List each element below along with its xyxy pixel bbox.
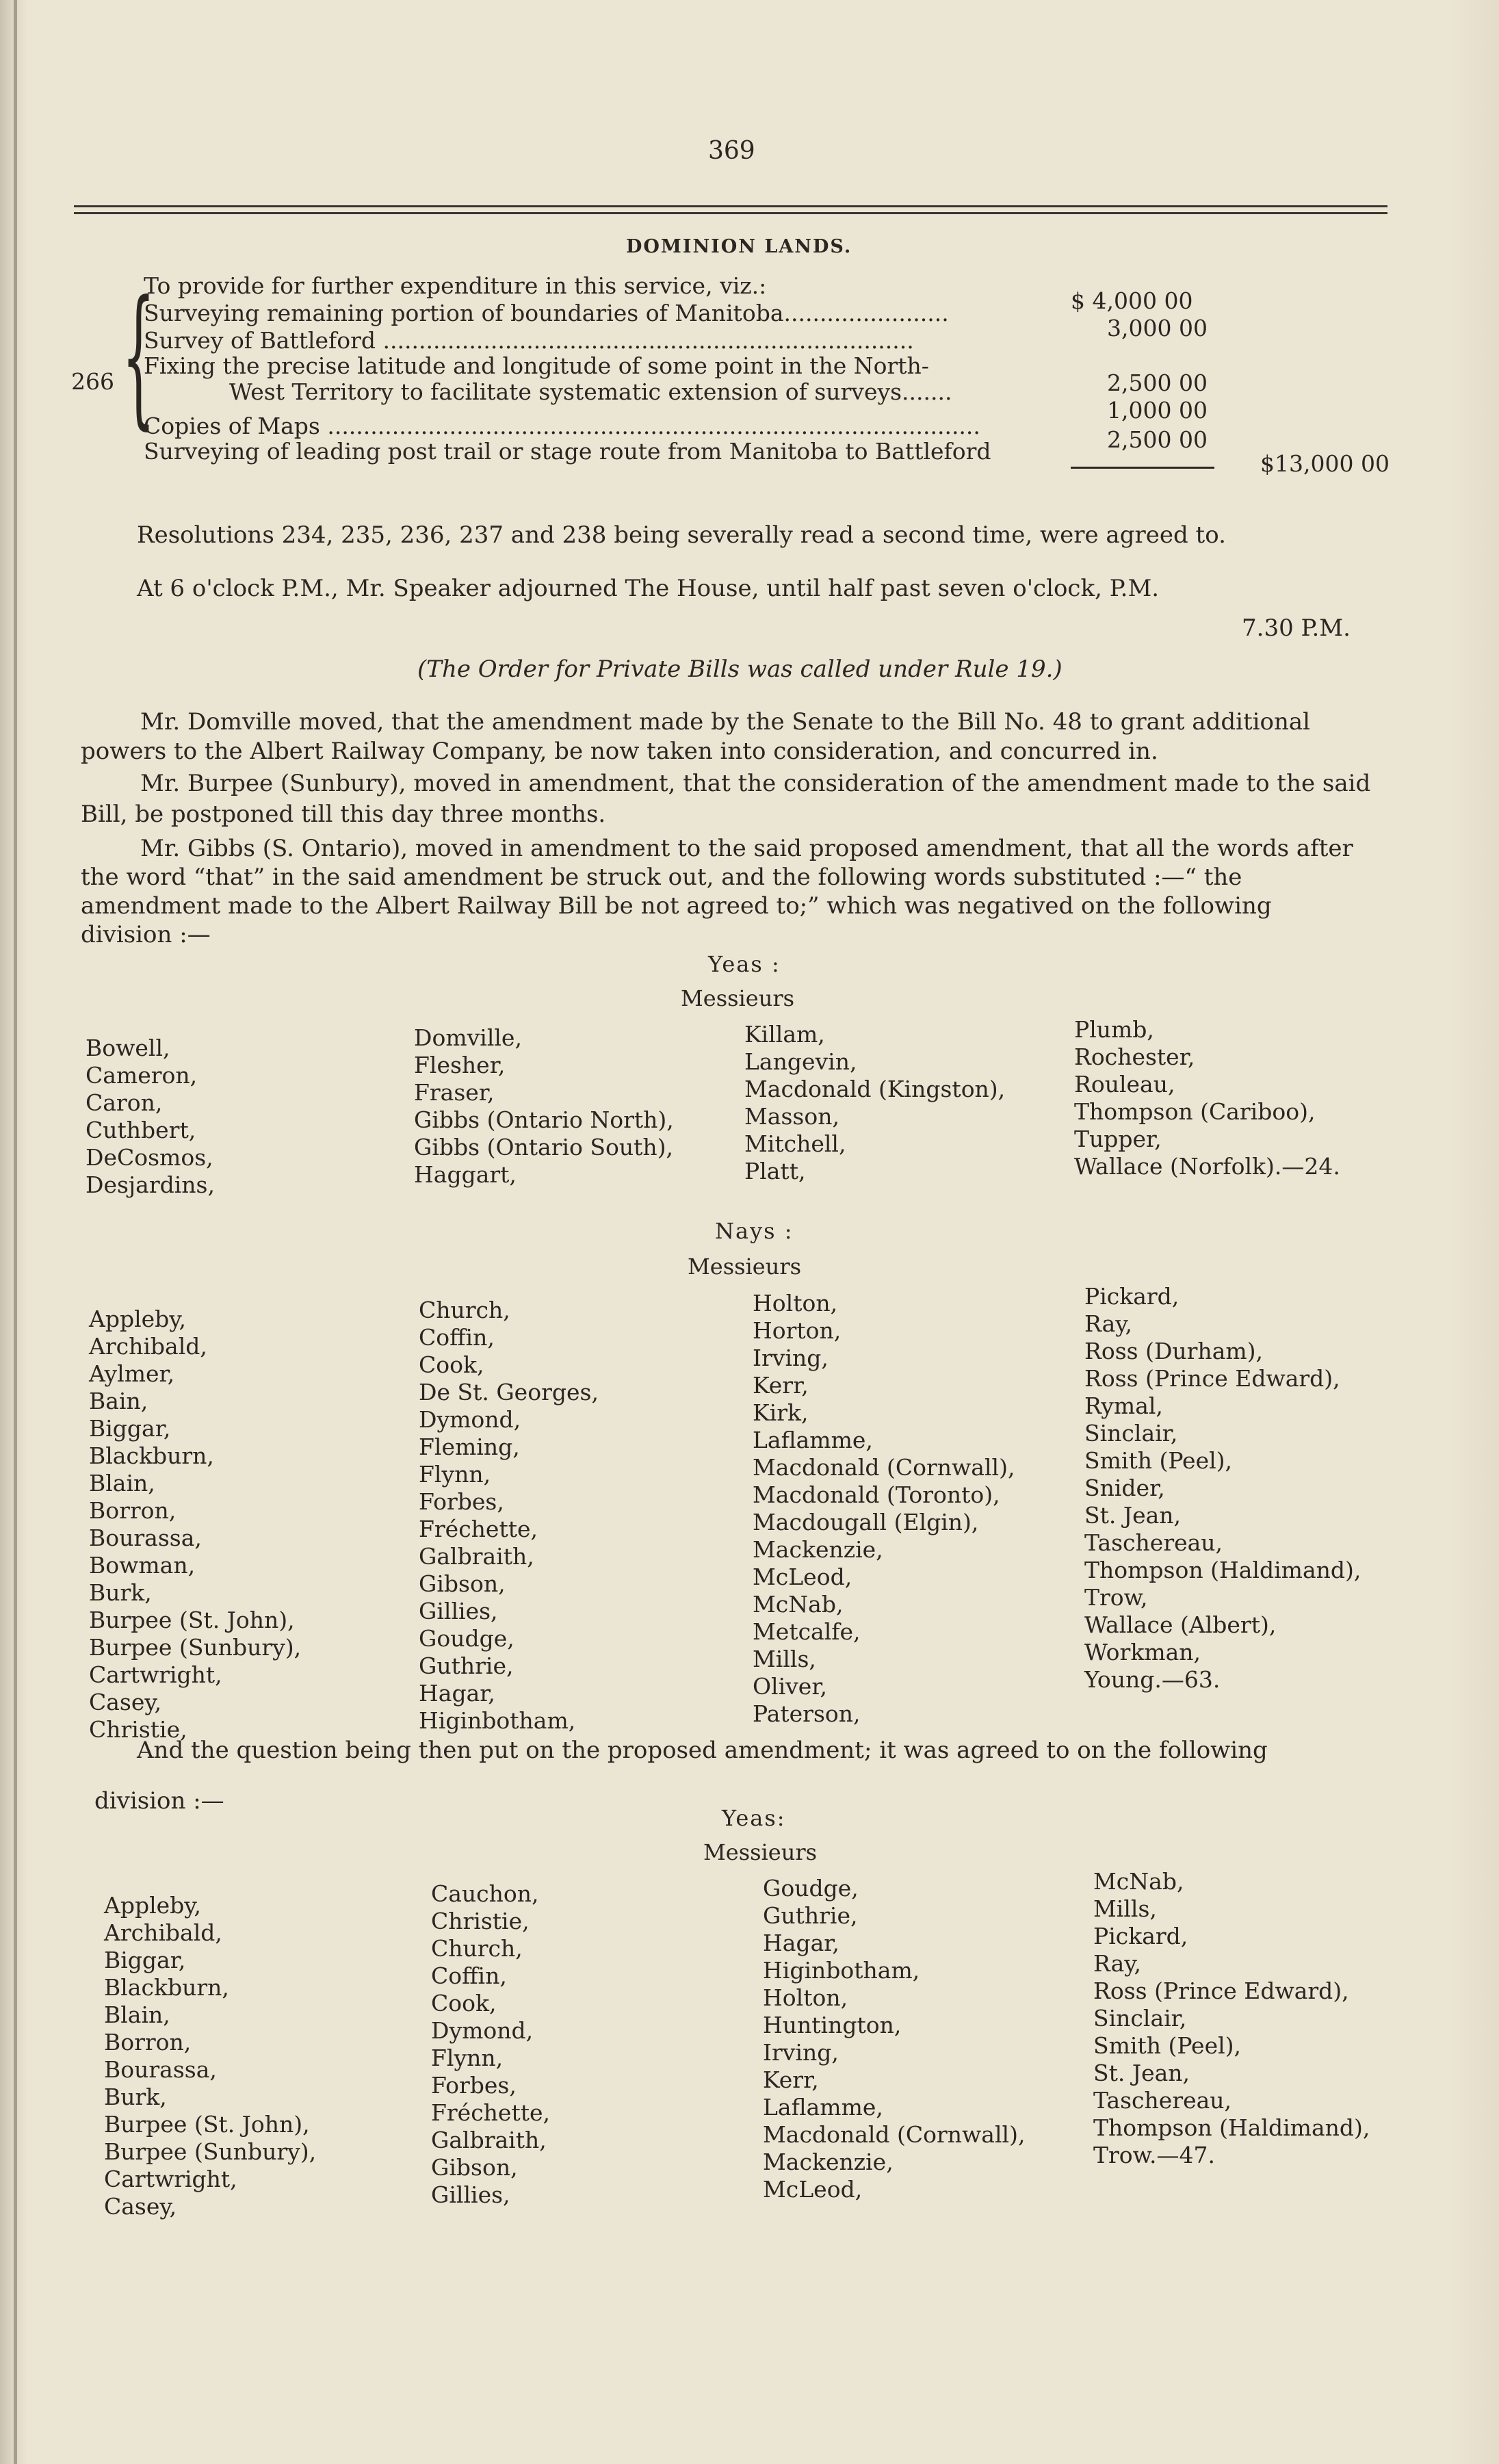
member-name: Hagar, — [763, 1930, 839, 1956]
member-name: Langevin, — [744, 1048, 857, 1075]
gibbs-line: the word “that” in the said amendment be struck out, and the following words substituted :—“ the — [81, 864, 1242, 891]
yeas-column-3 — [744, 1021, 1005, 1185]
domville-line: powers to the Albert Railway Company, be now taken into consideration, and concurred in. — [81, 738, 1158, 765]
member-name: Bowman, — [89, 1552, 196, 1579]
member-name: Sinclair, — [1084, 1420, 1178, 1447]
member-name: Goudge, — [763, 1875, 859, 1902]
member-name: Mackenzie, — [753, 1536, 883, 1563]
member-name: Haggart, — [414, 1161, 517, 1188]
sum-rule — [1071, 467, 1214, 469]
order-note: (The Order for Private Bills was called under Rule 19.) — [417, 656, 1063, 683]
member-name: Trow.—47. — [1093, 2142, 1215, 2168]
member-name: Appleby, — [89, 1306, 187, 1332]
member-name: Smith (Peel), — [1084, 1447, 1233, 1474]
section-heading: DOMINION LANDS. — [626, 236, 852, 257]
member-name: Galbraith, — [431, 2127, 547, 2153]
member-name: Mills, — [753, 1646, 816, 1672]
member-name: Burk, — [104, 2084, 167, 2110]
member-name: Smith (Peel), — [1093, 2032, 1242, 2059]
question-line: division :— — [94, 1787, 224, 1815]
member-name: Mackenzie, — [763, 2149, 894, 2175]
member-name: Paterson, — [753, 1700, 861, 1727]
total-amount: $13,000 00 — [1260, 450, 1390, 477]
item-amount: 2,500 00 — [1107, 426, 1208, 453]
member-name: Wallace (Albert), — [1084, 1611, 1277, 1638]
member-name: Ross (Durham), — [1084, 1338, 1264, 1364]
adjourned-paragraph: At 6 o'clock P.M., Mr. Speaker adjourned The House, until half past seven o'clock, P.M. — [137, 575, 1160, 602]
member-name: Thompson (Haldimand), — [1084, 1557, 1361, 1583]
messieurs-label: Messieurs — [681, 985, 795, 1011]
member-name: Pickard, — [1084, 1283, 1179, 1310]
member-name: Thompson (Haldimand), — [1093, 2114, 1370, 2141]
gibbs-line: Mr. Gibbs (S. Ontario), moved in amendment to the said proposed amendment, that all the words after — [140, 835, 1353, 862]
item-amount: 3,000 00 — [1107, 315, 1208, 341]
brace-glyph: { — [122, 268, 155, 443]
page-number: 369 — [708, 137, 755, 165]
member-name: Flynn, — [431, 2045, 504, 2071]
member-name: Domville, — [414, 1024, 522, 1051]
member-name: Desjardins, — [86, 1171, 215, 1198]
member-name: Mills, — [1093, 1895, 1157, 1922]
member-name: Gibson, — [419, 1570, 506, 1597]
burpee-line: Bill, be postponed till this day three months. — [81, 801, 606, 828]
member-name: Taschereau, — [1093, 2087, 1232, 2114]
item-text: Fixing the precise latitude and longitude of some point in the North- — [144, 352, 929, 379]
nays-column-1 — [89, 1306, 301, 1743]
yeas-column-2 — [414, 1024, 674, 1189]
member-name: Caron, — [86, 1089, 163, 1116]
member-name: Higinbotham, — [419, 1707, 576, 1734]
member-name: Wallace (Norfolk).—24. — [1074, 1153, 1340, 1180]
member-name: Biggar, — [89, 1415, 171, 1442]
member-name: Taschereau, — [1084, 1529, 1223, 1556]
member-name: St. Jean, — [1093, 2060, 1190, 2086]
messieurs-label: Messieurs — [688, 1254, 802, 1280]
member-name: Sinclair, — [1093, 2005, 1187, 2032]
member-name: Burpee (St. John), — [89, 1607, 295, 1633]
member-name: Appleby, — [104, 1892, 202, 1919]
evening-time: 7.30 P.M. — [1242, 614, 1351, 642]
member-name: Thompson (Cariboo), — [1074, 1098, 1316, 1125]
member-name: Pickard, — [1093, 1923, 1188, 1949]
member-name: Cartwright, — [104, 2166, 237, 2192]
item-text: Surveying of leading post trail or stage route from Manitoba to Battleford — [144, 438, 991, 465]
member-name: Ross (Prince Edward), — [1093, 1977, 1349, 2004]
member-name: Kirk, — [753, 1399, 809, 1426]
member-name: Fleming, — [419, 1434, 520, 1460]
member-name: Blackburn, — [104, 1974, 229, 2001]
member-name: Forbes, — [431, 2072, 517, 2099]
member-name: St. Jean, — [1084, 1502, 1182, 1529]
member-name: Fraser, — [414, 1079, 495, 1106]
member-name: Rouleau, — [1074, 1071, 1175, 1098]
member-name: Bowell, — [86, 1035, 170, 1061]
member-name: Christie, — [431, 1908, 530, 1934]
member-name: Trow, — [1084, 1584, 1148, 1611]
member-name: Biggar, — [104, 1947, 186, 1973]
member-name: Blain, — [104, 2001, 170, 2028]
member-name: Cauchon, — [431, 1880, 539, 1907]
member-name: Church, — [419, 1297, 510, 1323]
member-name: Gibson, — [431, 2154, 518, 2181]
member-name: Christie, — [89, 1716, 187, 1743]
member-name: Cameron, — [86, 1062, 198, 1089]
member-name: Borron, — [89, 1497, 177, 1524]
yeas-column-1 — [86, 1035, 215, 1199]
member-name: Dymond, — [431, 2017, 534, 2044]
member-name: Irving, — [753, 1345, 829, 1371]
member-name: Irving, — [763, 2039, 839, 2066]
gibbs-line: amendment made to the Albert Railway Bill be not agreed to;” which was negatived on the following — [81, 892, 1272, 920]
item-text: Surveying remaining portion of boundaries of Manitoba....................... — [144, 300, 949, 326]
member-name: Bain, — [89, 1388, 148, 1414]
member-name: Macdonald (Toronto), — [753, 1481, 1000, 1508]
member-name: Gibbs (Ontario South), — [414, 1134, 674, 1160]
member-name: Ray, — [1093, 1950, 1142, 1977]
member-name: Rymal, — [1084, 1392, 1163, 1419]
member-name: McLeod, — [763, 2176, 863, 2203]
member-name: Hagar, — [419, 1680, 495, 1707]
member-name: Rochester, — [1074, 1043, 1195, 1070]
member-name: Galbraith, — [419, 1543, 534, 1570]
member-name: Masson, — [744, 1103, 839, 1130]
member-name: Burk, — [89, 1579, 152, 1606]
member-name: Oliver, — [753, 1673, 827, 1700]
yeas2-column-2 — [431, 1880, 550, 2209]
member-name: Blackburn, — [89, 1442, 214, 1469]
yeas-label: Yeas : — [708, 951, 781, 977]
member-name: Kerr, — [753, 1372, 809, 1399]
member-name: McNab, — [753, 1591, 844, 1618]
member-name: Workman, — [1084, 1639, 1201, 1665]
member-name: McNab, — [1093, 1868, 1184, 1895]
resolution-number: 266 — [71, 368, 114, 395]
member-name: Cuthbert, — [86, 1117, 196, 1143]
member-name: Metcalfe, — [753, 1618, 861, 1645]
member-name: Church, — [431, 1935, 523, 1962]
member-name: Fréchette, — [431, 2099, 551, 2126]
nays-column-4 — [1084, 1283, 1361, 1694]
nays-label: Nays : — [715, 1218, 794, 1244]
burpee-line: Mr. Burpee (Sunbury), moved in amendment, that the consideration of the amendment made to the said — [140, 770, 1371, 797]
member-name: Casey, — [104, 2193, 177, 2220]
member-name: Ross (Prince Edward), — [1084, 1365, 1340, 1392]
member-name: DeCosmos, — [86, 1144, 213, 1171]
member-name: Forbes, — [419, 1488, 504, 1515]
member-name: Horton, — [753, 1317, 842, 1344]
member-name: Burpee (Sunbury), — [104, 2138, 317, 2165]
resolutions-paragraph: Resolutions 234, 235, 236, 237 and 238 being severally read a second time, were agreed to. — [137, 521, 1226, 549]
member-name: McLeod, — [753, 1564, 852, 1590]
member-name: Holton, — [753, 1290, 838, 1317]
member-name: Coffin, — [419, 1324, 495, 1351]
member-name: Casey, — [89, 1689, 162, 1715]
member-name: Archibald, — [89, 1333, 207, 1360]
member-name: Cook, — [419, 1351, 484, 1378]
member-name: Mitchell, — [744, 1130, 846, 1157]
member-name: Macdonald (Kingston), — [744, 1076, 1006, 1102]
member-name: Coffin, — [431, 1962, 507, 1989]
member-name: De St. Georges, — [419, 1379, 599, 1405]
member-name: Aylmer, — [89, 1360, 175, 1387]
nays-column-2 — [419, 1297, 599, 1735]
member-name: Archibald, — [104, 1919, 222, 1946]
member-name: Macdougall (Elgin), — [753, 1509, 979, 1535]
messieurs-label: Messieurs — [703, 1839, 818, 1865]
item-text: Copies of Maps ........................................................................................... — [144, 413, 980, 439]
member-name: Laflamme, — [753, 1427, 873, 1453]
yeas2-column-1 — [104, 1892, 316, 2220]
member-name: Cook, — [431, 1990, 497, 2016]
member-name: Flesher, — [414, 1052, 506, 1078]
member-name: Cartwright, — [89, 1661, 222, 1688]
item-amount: 1,000 00 — [1107, 397, 1208, 424]
member-name: Goudge, — [419, 1625, 514, 1652]
member-name: Bourassa, — [89, 1525, 202, 1551]
member-name: Kerr, — [763, 2066, 819, 2093]
member-name: Gillies, — [419, 1598, 498, 1624]
member-name: Guthrie, — [419, 1652, 514, 1679]
member-name: Tupper, — [1074, 1126, 1162, 1152]
intro-line: To provide for further expenditure in this service, viz.: — [144, 272, 767, 299]
member-name: Fréchette, — [419, 1516, 538, 1542]
member-name: Burpee (St. John), — [104, 2111, 310, 2138]
member-name: Gillies, — [431, 2181, 510, 2208]
member-name: Borron, — [104, 2029, 192, 2056]
member-name: Macdonald (Cornwall), — [763, 2121, 1026, 2148]
member-name: Laflamme, — [763, 2094, 883, 2121]
member-name: Huntington, — [763, 2012, 902, 2038]
member-name: Macdonald (Cornwall), — [753, 1454, 1015, 1481]
top-rule — [74, 205, 1387, 207]
member-name: Bourassa, — [104, 2056, 217, 2083]
question-line: And the question being then put on the proposed amendment; it was agreed to on the following — [137, 1737, 1268, 1764]
member-name: Young.—63. — [1084, 1666, 1221, 1693]
member-name: Burpee (Sunbury), — [89, 1634, 302, 1661]
yeas-column-4 — [1074, 1016, 1340, 1180]
member-name: Flynn, — [419, 1461, 491, 1488]
item-amount: $ 4,000 00 — [1071, 287, 1193, 314]
binding-edge — [14, 0, 17, 2464]
item-text: Survey of Battleford .......................................................................... — [144, 327, 914, 354]
yeas2-column-3 — [763, 1875, 1025, 2203]
item-text: West Territory to facilitate systematic extension of surveys....... — [229, 378, 952, 405]
member-name: Platt, — [744, 1158, 806, 1184]
gibbs-line: division :— — [81, 921, 211, 948]
member-name: Snider, — [1084, 1475, 1165, 1501]
member-name: Gibbs (Ontario North), — [414, 1106, 674, 1133]
member-name: Higinbotham, — [763, 1957, 920, 1984]
domville-line: Mr. Domville moved, that the amendment made by the Senate to the Bill No. 48 to grant additional — [140, 708, 1311, 736]
top-rule-2 — [74, 212, 1387, 214]
member-name: Ray, — [1084, 1310, 1133, 1337]
member-name: Dymond, — [419, 1406, 521, 1433]
nays-column-3 — [753, 1290, 1015, 1728]
item-amount: 2,500 00 — [1107, 369, 1208, 396]
yeas2-column-4 — [1093, 1868, 1370, 2169]
yeas-label: Yeas: — [722, 1805, 786, 1831]
member-name: Blain, — [89, 1470, 155, 1496]
member-name: Guthrie, — [763, 1902, 858, 1929]
member-name: Plumb, — [1074, 1016, 1154, 1043]
member-name: Holton, — [763, 1984, 848, 2011]
member-name: Killam, — [744, 1021, 825, 1048]
